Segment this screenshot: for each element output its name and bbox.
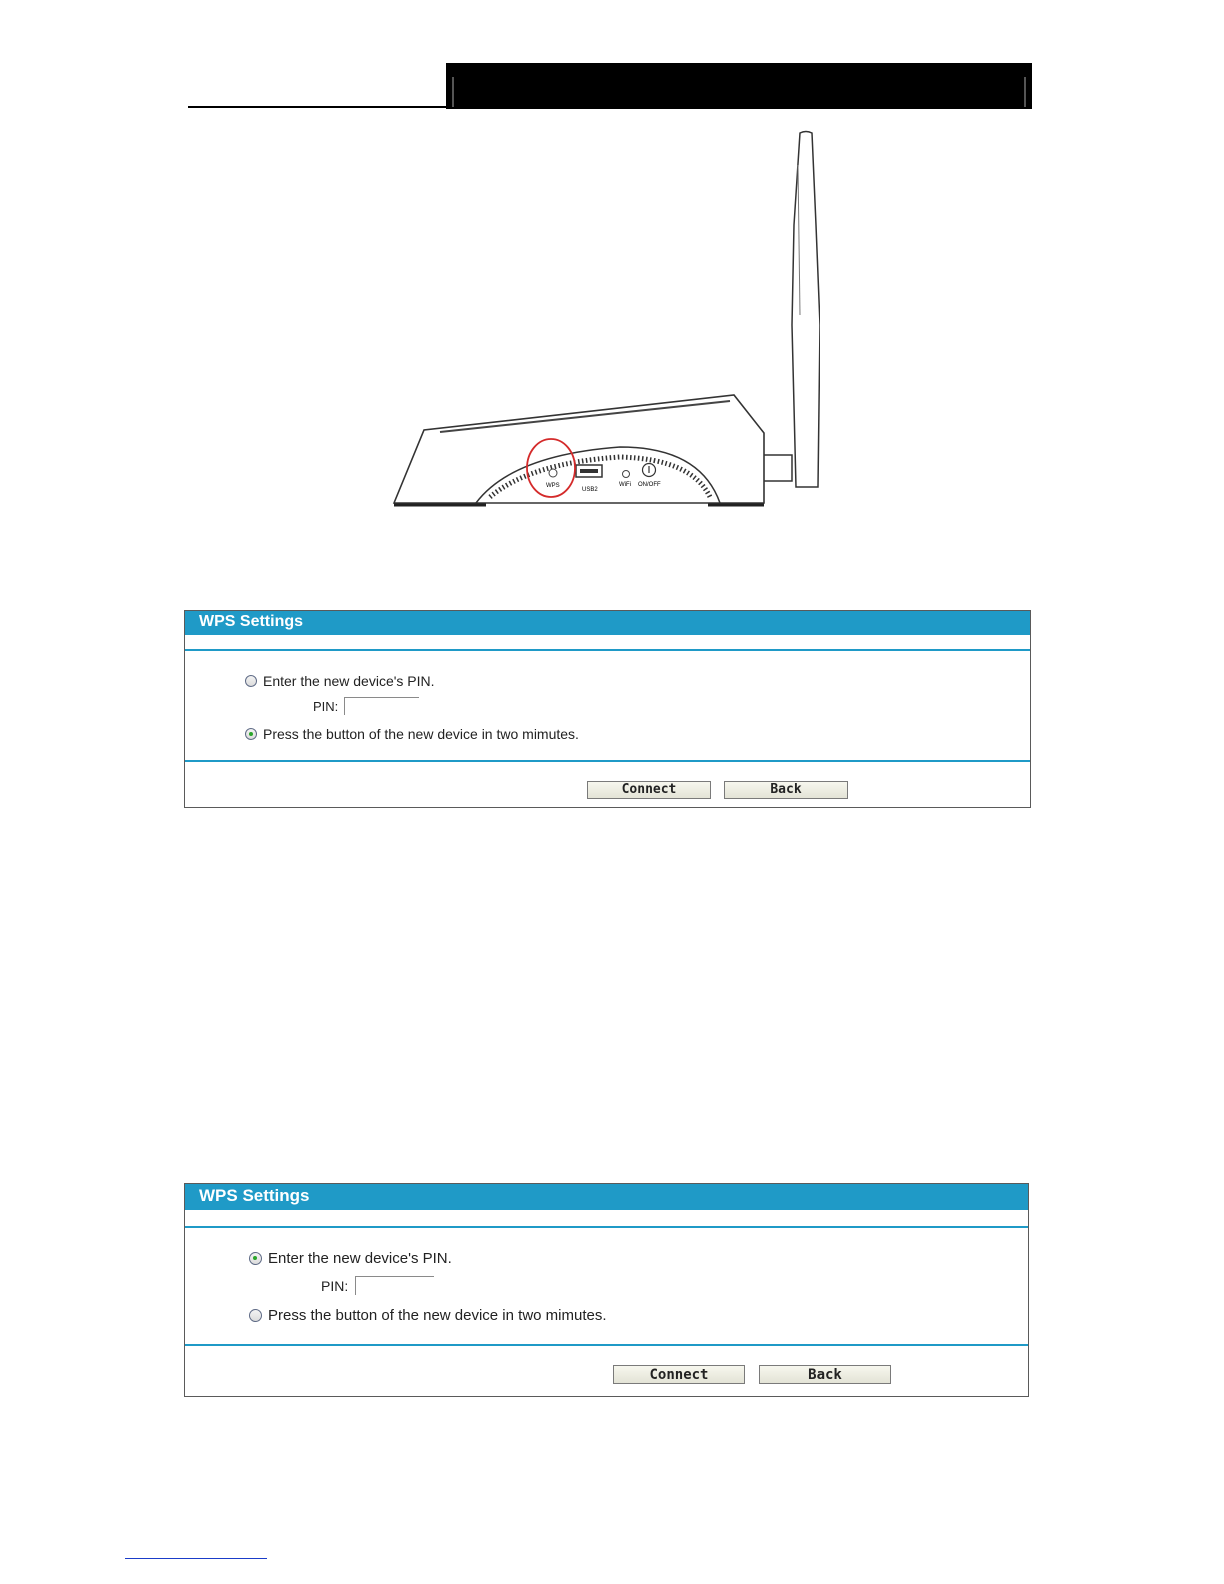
footer-link[interactable]	[125, 1558, 267, 1559]
back-button[interactable]: Back	[759, 1365, 891, 1384]
connect-button[interactable]: Connect	[587, 781, 711, 799]
label-wps: WPS	[546, 483, 560, 489]
option-enter-pin[interactable]	[245, 673, 435, 689]
option-push-button-label: Press the button of the new device in two mimutes.	[263, 726, 579, 742]
wps-settings-panel-1	[184, 610, 1031, 808]
option-push-button-label: Press the button of the new device in two mimutes.	[268, 1307, 607, 1324]
pin-label: PIN:	[321, 1278, 349, 1294]
header-bar-tick-right	[1024, 77, 1026, 107]
radio-enter-pin[interactable]	[249, 1252, 262, 1265]
header-rule	[188, 106, 446, 108]
wps-settings-panel-2	[184, 1183, 1029, 1397]
panel-title: WPS Settings	[185, 611, 1030, 635]
usb-port-slot	[580, 469, 598, 473]
label-usb: USB2	[582, 487, 598, 493]
panel-title: WPS Settings	[185, 1184, 1028, 1210]
pin-label: PIN:	[313, 699, 339, 714]
panel-bottom-rule	[185, 1344, 1028, 1346]
label-power: ON/OFF	[638, 482, 661, 488]
option-push-button[interactable]	[249, 1307, 607, 1324]
panel-top-rule	[185, 649, 1030, 651]
pin-input[interactable]	[355, 1276, 434, 1295]
radio-push-button[interactable]	[249, 1309, 262, 1322]
option-enter-pin[interactable]	[249, 1250, 452, 1267]
router-body	[394, 395, 764, 503]
radio-enter-pin[interactable]	[245, 675, 257, 687]
option-enter-pin-label: Enter the new device's PIN.	[268, 1250, 452, 1267]
wps-button-icon	[549, 469, 557, 477]
router-illustration	[380, 125, 820, 515]
label-wifi: WiFi	[619, 482, 631, 488]
panel-bottom-rule	[185, 760, 1030, 762]
wifi-button-icon	[623, 471, 630, 478]
header-bar	[446, 63, 1032, 109]
panel-top-rule	[185, 1226, 1028, 1228]
header-bar-tick-left	[452, 77, 454, 107]
antenna	[792, 132, 820, 488]
option-push-button[interactable]	[245, 726, 579, 742]
radio-push-button[interactable]	[245, 728, 257, 740]
connect-button[interactable]: Connect	[613, 1365, 745, 1384]
pin-input[interactable]	[344, 697, 419, 715]
back-button[interactable]: Back	[724, 781, 848, 799]
option-enter-pin-label: Enter the new device's PIN.	[263, 673, 435, 689]
